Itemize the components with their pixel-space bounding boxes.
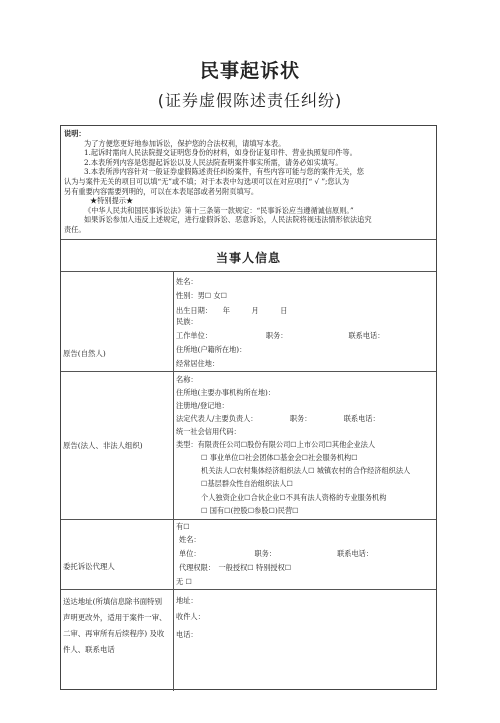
agent-label: 委托诉讼代理人 [63,562,115,571]
document-subtitle: (证券虚假陈述责任纠纷) [157,91,343,110]
field-credit-code[interactable]: 统一社会信用代码： [176,427,241,436]
field-name[interactable]: 姓名： [176,277,198,286]
agent-employer[interactable]: 单位： 职务： 联系电话： [179,549,374,558]
agent-authority[interactable]: 代理权限： 一般授权☐ 特别授权☐ [179,563,292,572]
instruction-line: 认为与案件无关的项目可以填“无”或不填；对于本表中勾选项可以在对应项打“ √ ”;您认为 [64,176,350,186]
instruction-line: 3.本表所涉内容针对一般证券虚假陈述责任纠纷案件，有些内容可能与您的案件无关，您 [84,167,364,177]
agent-none-checkbox[interactable]: 无 ☐ [176,577,192,586]
field-org-type-cont[interactable]: ☐基层群众性自治组织法人☐ [201,479,293,488]
delivery-recipient[interactable]: 收件人： [176,612,205,621]
plaintiff-org-label: 原告(法人、非法人组织) [63,441,143,450]
delivery-label-line: 送达地址(所填信息除书面特别 [63,597,162,606]
field-residence[interactable]: 经常居住地： [176,359,220,368]
delivery-address[interactable]: 地址： [176,596,198,605]
field-org-type-cont[interactable]: 机关法人☐农村集体经济组织法人☐ 城镇农村的合作经济组织法人 [201,466,411,475]
field-ethnicity[interactable]: 民族： [176,317,198,326]
delivery-label-line: 二审、再审所有后续程序) 及收 [63,629,165,638]
delivery-label-line: 件人、联系电话 [63,645,115,654]
field-gender[interactable]: 性别：男☐ 女☐ [176,291,228,300]
divider [61,239,436,240]
instructions-block [64,129,432,235]
instruction-line: 为了方便您更好地参加诉讼，保护您的合法权利，请填写本表。 [84,138,286,148]
plaintiff-person-label: 原告(自然人) [63,349,106,358]
instructions-heading: 说明： [64,129,86,138]
divider [61,271,436,272]
instruction-line: 《中华人民共和国民事诉讼法》第十三条第一款规定：“民事诉讼应当遵循诚信原则。” [84,205,354,215]
field-org-name[interactable]: 名称： [176,375,198,384]
delivery-phone[interactable]: 电话： [176,630,198,639]
complaint-form-table [60,125,437,690]
instruction-line: 2.本表所列内容是您提起诉讼以及人民法院查明案件事实所需，请务必如实填写。 [84,157,343,167]
instruction-line: 1.起诉时需向人民法院提交证明您身份的材料，如身份证复印件、营业执照复印件等。 [84,148,357,158]
field-org-type-cont[interactable]: ☐ 事业单位☐社会团体☐基金会☐社会服务机构☐ [201,453,358,462]
special-notice-heading: ★特别提示★ [90,196,134,206]
field-org-type[interactable]: 类型：有限责任公司☐股份有限公司☐上市公司☐其他企业法人 [176,440,376,449]
section-title: 当事人信息 [215,251,281,265]
field-ownership[interactable]: ☐ 国有☐(控股☐参股☐)民营☐ [201,506,299,515]
instruction-line: 责任。 [64,224,86,234]
instruction-line: 如果诉讼参加人违反上述规定，进行虚假诉讼、恶意诉讼，人民法院将视违法情形依法追究 [84,215,372,225]
delivery-label-line: 声明更改外，适用于案件一审、 [63,613,167,622]
column-divider [173,271,174,691]
field-registration[interactable]: 注册地/登记地： [176,401,229,410]
field-legal-rep[interactable]: 法定代表人/主要负责人： 职务： 联系电话： [176,414,380,423]
divider [61,371,436,372]
field-domicile[interactable]: 住所地(户籍所在地)： [176,345,247,354]
field-birthdate[interactable]: 出生日期： 年 月 日 [176,306,288,315]
divider [61,589,436,590]
document-title: 民事起诉状 [199,60,300,82]
agent-name[interactable]: 姓名： [179,535,201,544]
agent-has-checkbox[interactable]: 有☐ [176,522,190,531]
field-org-type-cont[interactable]: 个人独资企业☐合伙企业☐不具有法人资格的专业服务机构 [201,493,387,502]
divider [61,519,436,520]
field-employer[interactable]: 工作单位： 职务： 联系电话： [176,331,385,340]
field-org-address[interactable]: 住所地(主要办事机构所在地)： [176,388,276,397]
instruction-line: 另有重要内容需要列明的，可以在本表尾部或者另附页填写。 [64,186,259,196]
